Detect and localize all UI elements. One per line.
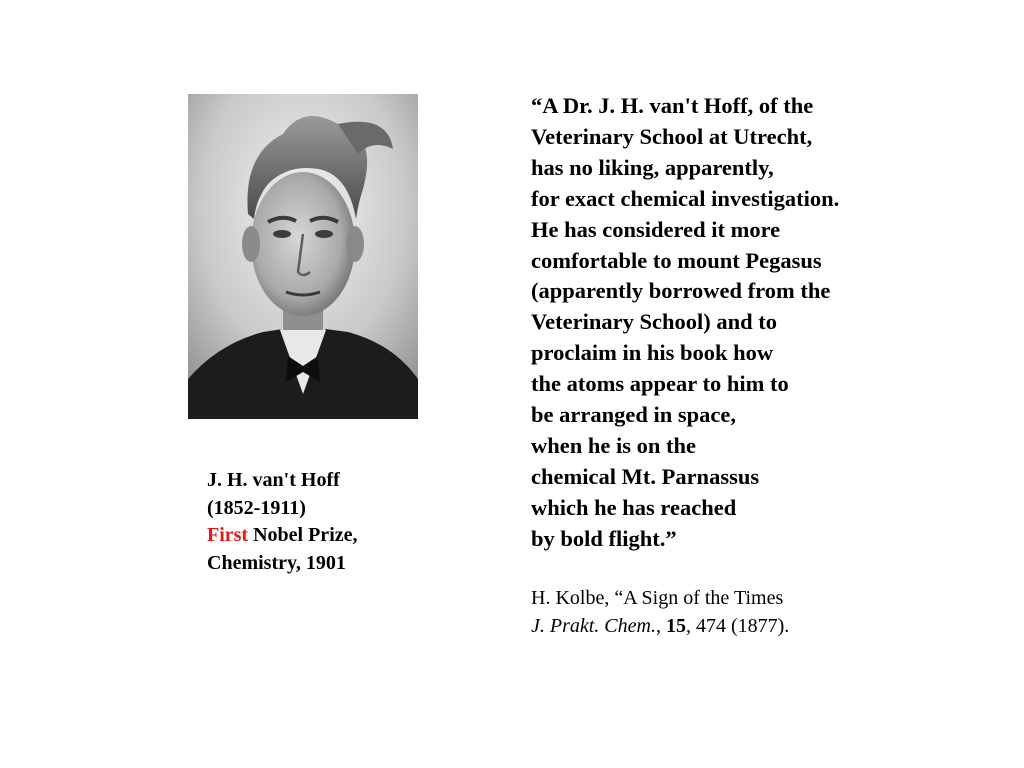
quote-line: which he has reached: [531, 494, 737, 520]
quote-line: when he is on the: [531, 432, 697, 458]
caption-field-year: Chemistry, 1901: [207, 551, 346, 574]
citation-reference: [531, 612, 1001, 640]
caption-first-highlight: First: [207, 524, 249, 546]
quote-line: He has considered it more: [531, 216, 781, 242]
quote-line: chemical Mt. Parnassus: [531, 463, 760, 489]
portrait-image: [188, 94, 418, 419]
quote-line: comfortable to mount Pegasus: [531, 247, 822, 273]
quote-citation: [531, 584, 1001, 640]
citation-volume: 15: [665, 615, 686, 637]
quote-line: Veterinary School at Utrecht,: [531, 123, 813, 149]
portrait-photo: [188, 94, 418, 419]
caption-prize-rest: Nobel Prize,: [248, 524, 358, 546]
quote-line: be arranged in space,: [531, 402, 736, 428]
quote-line: (apparently borrowed from the: [531, 278, 831, 304]
citation-separator: ,: [655, 615, 666, 637]
citation-journal: J. Prakt. Chem.: [531, 615, 656, 637]
caption-name: J. H. van't Hoff: [207, 469, 340, 491]
caption-prize: [207, 522, 447, 550]
quote-line: proclaim in his book how: [531, 340, 774, 366]
portrait-caption: [207, 467, 447, 577]
caption-dates: (1852-1911): [207, 496, 306, 519]
quote-line: the atoms appear to him to: [531, 371, 789, 397]
citation-source: H. Kolbe, “A Sign of the Times: [531, 587, 784, 609]
citation-pages-year: , 474 (1877).: [685, 615, 790, 637]
quote-line: “A Dr. J. H. van't Hoff, of the: [531, 93, 814, 118]
quote-line: has no liking, apparently,: [531, 154, 774, 180]
quote-line: by bold flight.”: [531, 525, 677, 551]
quote-line: Veterinary School) and to: [531, 309, 778, 335]
quote-line: for exact chemical investigation.: [531, 185, 840, 211]
kolbe-quote: [531, 91, 1001, 555]
